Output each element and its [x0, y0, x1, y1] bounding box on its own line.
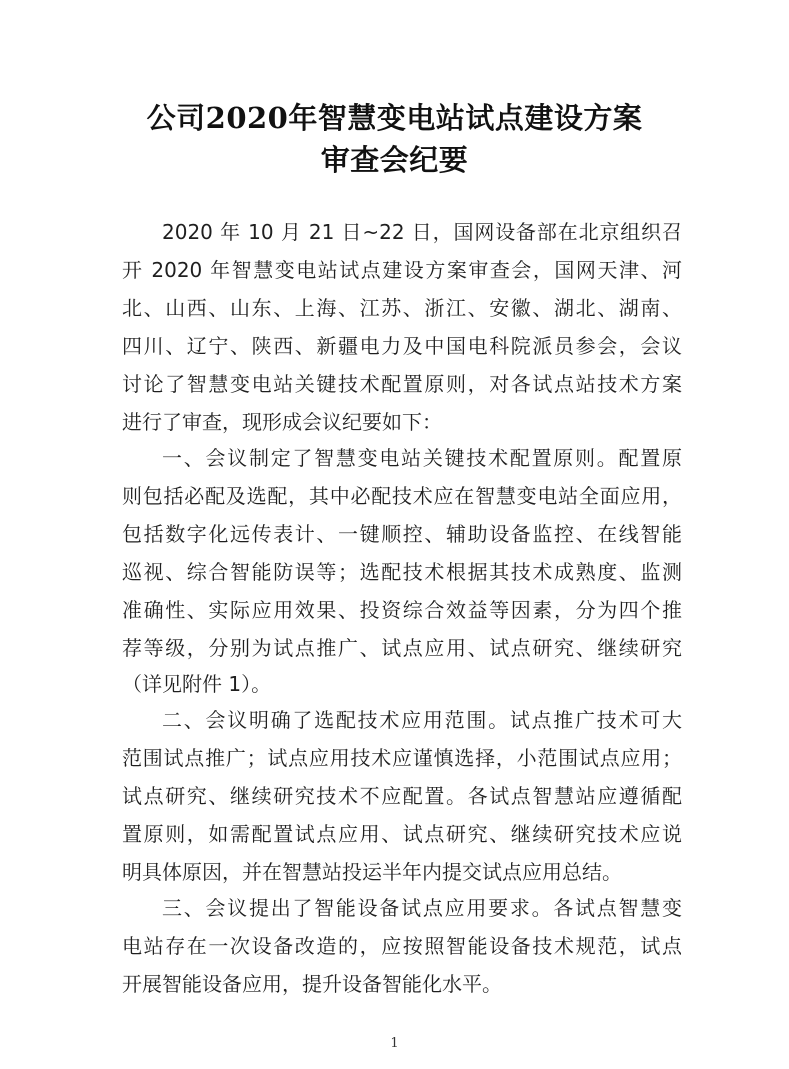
- body-line: 置原则，如需配置试点应用、试点研究、继续研究技术应说: [122, 822, 682, 846]
- body-line: 巡视、综合智能防误等；选配技术根据其技术成熟度、监测: [122, 560, 682, 584]
- body-line: 一、会议制定了智慧变电站关键技术配置原则。配置原: [162, 446, 682, 470]
- body-line: 四川、辽宁、陕西、新疆电力及中国电科院派员参会，会议: [122, 334, 682, 358]
- body-line: 讨论了智慧变电站关键技术配置原则，对各试点站技术方案: [122, 372, 682, 396]
- page-number: 1: [390, 1036, 399, 1051]
- body-line: 开 2020 年智慧变电站试点建设方案审查会，国网天津、河: [122, 258, 682, 282]
- body-line: 二、会议明确了选配技术应用范围。试点推广技术可大: [162, 708, 682, 732]
- body-line: 试点研究、继续研究技术不应配置。各试点智慧站应遵循配: [122, 784, 682, 808]
- body-line: 准确性、实际应用效果、投资综合效益等因素，分为四个推: [122, 598, 682, 622]
- document-title-line-1: 公司2020年智慧变电站试点建设方案: [146, 101, 643, 135]
- body-line: （详见附件 1）。: [122, 672, 272, 696]
- body-line: 则包括必配及选配，其中必配技术应在智慧变电站全面应用，: [122, 484, 682, 508]
- body-line: 开展智能设备应用，提升设备智能化水平。: [122, 972, 502, 996]
- body-line: 明具体原因，并在智慧站投运半年内提交试点应用总结。: [122, 860, 622, 884]
- body-line: 北、山西、山东、上海、江苏、浙江、安徽、湖北、湖南、: [122, 296, 682, 320]
- body-line: 进行了审查，现形成会议纪要如下：: [122, 410, 442, 434]
- body-line: 包括数字化远传表计、一键顺控、辅助设备监控、在线智能: [122, 522, 682, 546]
- document-title-line-2: 审查会纪要: [320, 143, 469, 177]
- body-line: 2020 年 10 月 21 日~22 日，国网设备部在北京组织召: [162, 220, 682, 244]
- body-line: 荐等级，分别为试点推广、试点应用、试点研究、继续研究: [122, 636, 682, 660]
- body-line: 电站存在一次设备改造的，应按照智能设备技术规范，试点: [122, 934, 682, 958]
- body-line: 三、会议提出了智能设备试点应用要求。各试点智慧变: [162, 896, 682, 920]
- body-line: 范围试点推广；试点应用技术应谨慎选择，小范围试点应用；: [122, 746, 682, 770]
